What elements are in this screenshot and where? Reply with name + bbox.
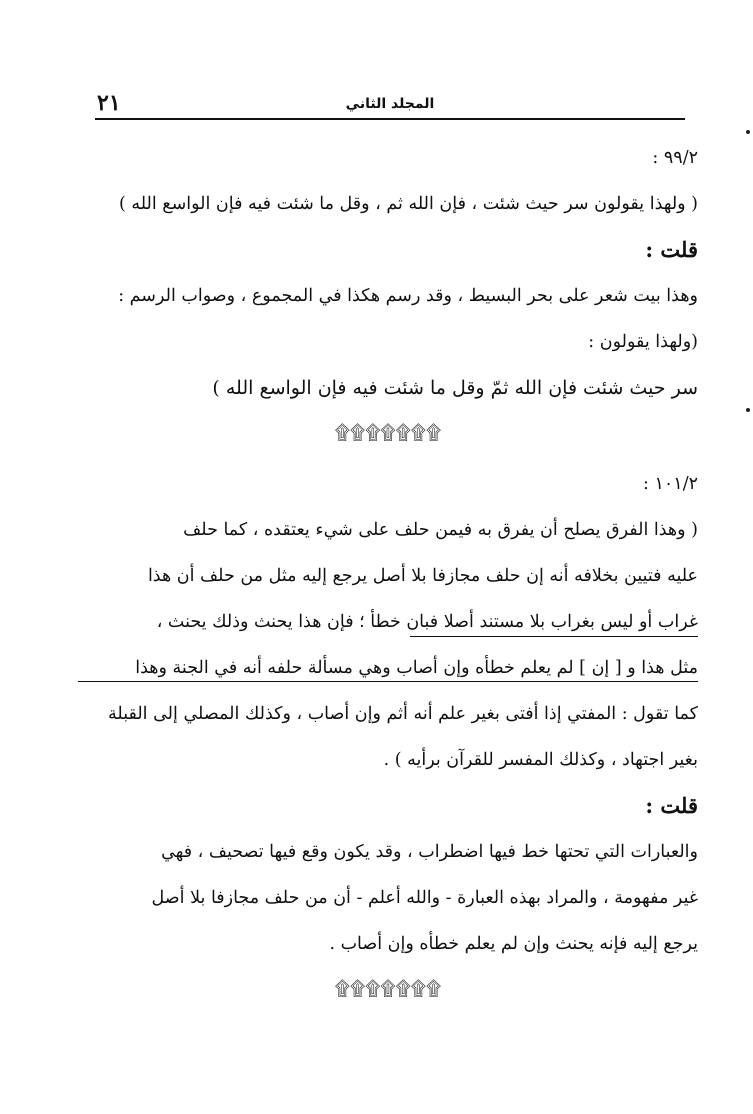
underline-mark: [78, 681, 698, 682]
section-ornament: ۩۩۩۩۩۩۩: [334, 976, 442, 1000]
comment-line: (ولهذا يقولون :: [588, 332, 698, 352]
page-number: ٢١: [97, 90, 121, 116]
quote-paragraph: ( ولهذا يقولون سر حيث شئت ، فإن الله ثم ، وقل ما شئت فيه فإن الواسع الله ): [118, 194, 698, 214]
quote-line: عليه فتيين بخلافه أنه إن حلف مجازفا بلا أصل يرجع إليه مثل من حلف أن هذا: [147, 566, 698, 586]
section-ornament: ۩۩۩۩۩۩۩: [334, 420, 442, 444]
edge-mark: [746, 408, 750, 412]
header-rule: [95, 118, 685, 120]
quote-line-text: غراب أو ليس بغراب بلا مستند أصلا فبان خطأ ؛ فإن هذا يحنث وذلك يحنث ،: [156, 612, 698, 632]
comment-line: والعبارات التي تحتها خط فيها اضطراب ، وقد يكون وقع فيها تصحيف ، فهي: [161, 842, 698, 862]
comment-line: يرجع إليه فإنه يحنث وإن لم يعلم خطأه وإن أصاب .: [329, 934, 698, 954]
reference-99-2: ٩٩/٢ :: [652, 148, 698, 168]
section-heading-qult: قلت :: [645, 793, 698, 818]
quote-line: بغير اجتهاد ، وكذلك المفسر للقرآن برأيه ) .: [383, 750, 698, 770]
comment-line: غير مفهومة ، والمراد بهذه العبارة - والله أعلم - أن من حلف مجازفا بلا أصل: [151, 888, 698, 908]
running-header: [95, 88, 685, 120]
page-body: [78, 135, 698, 1017]
underline-mark: [410, 636, 698, 637]
section-heading-qult: قلت :: [645, 237, 698, 262]
quote-line: ( وهذا الفرق يصلح أن يفرق به فيمن حلف على شيء يعتقده ، كما حلف: [183, 520, 698, 540]
quote-line-underlined: [78, 645, 698, 691]
comment-line: وهذا بيت شعر على بحر البسيط ، وقد رسم هكذا في المجموع ، وصواب الرسم :: [118, 286, 698, 306]
quote-line: كما تقول : المفتي إذا أفتى بغير علم أنه أثم وإن أصاب ، وكذلك المصلي إلى القبلة: [108, 704, 698, 724]
volume-title: المجلد الثاني: [345, 96, 435, 112]
edge-mark: [746, 130, 750, 134]
reference-101-2: ١٠١/٢ :: [643, 474, 698, 494]
quote-line-text: مثل هذا و [ إن ] لم يعلم خطأه وإن أصاب وهي مسألة حلفه أنه في الجنة وهذا: [135, 658, 698, 678]
poetry-verse: سر حيث شئت فإن الله ثمّ وقل ما شئت فيه فإن الواسع الله ): [212, 377, 698, 399]
quote-line-underlined: [78, 599, 698, 645]
